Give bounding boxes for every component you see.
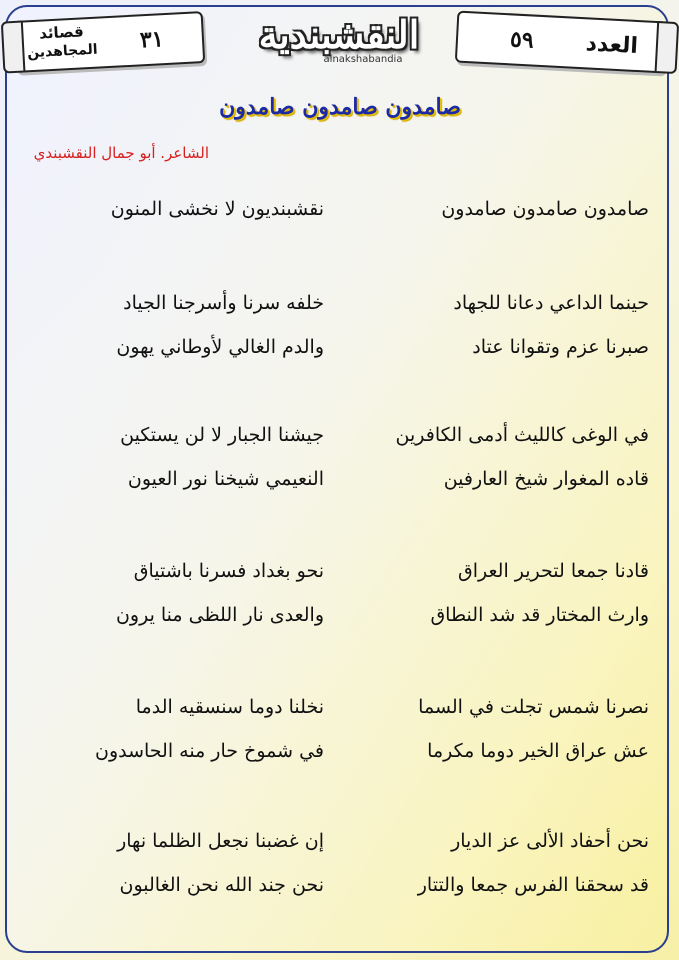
stanza xyxy=(0,696,679,784)
verse-second-hemistich: نحو بغداد فسرنا باشتياق xyxy=(133,560,324,582)
logo-url: alnakshabandia xyxy=(323,54,403,65)
verse-first-hemistich: صامدون صامدون صامدون xyxy=(441,198,649,220)
verse-line xyxy=(0,830,679,874)
verse-line xyxy=(0,424,679,468)
verse-second-hemistich: خلفه سرنا وأسرجنا الجياد xyxy=(123,292,324,314)
verse-first-hemistich: قادنا جمعا لتحرير العراق xyxy=(458,560,649,582)
verse-line xyxy=(0,336,679,380)
section-label: قصائد المجاهدين xyxy=(26,22,99,62)
verse-line xyxy=(0,604,679,648)
stanza xyxy=(0,292,679,380)
verse-line xyxy=(0,560,679,604)
stanza xyxy=(0,830,679,918)
verse-first-hemistich: عش عراق الخير دوما مكرما xyxy=(427,740,649,762)
verse-second-hemistich: والعدى نار اللظى منا يرون xyxy=(115,604,324,626)
verse-second-hemistich: نقشبنديون لا نخشى المنون xyxy=(110,198,324,220)
poem-title: صامدون صامدون صامدون xyxy=(219,94,461,120)
verse-first-hemistich: حينما الداعي دعانا للجهاد xyxy=(453,292,649,314)
page-banner xyxy=(13,11,205,73)
logo-text: النقشبندية xyxy=(258,12,420,57)
verse-first-hemistich: نحن أحفاد الألى عز الديار xyxy=(451,830,649,852)
verse-second-hemistich: في شموخ حار منه الحاسدون xyxy=(94,740,324,762)
verse-second-hemistich: نحن جند الله نحن الغالبون xyxy=(119,874,324,896)
magazine-logo xyxy=(240,10,438,76)
verse-line xyxy=(0,740,679,784)
stanza xyxy=(0,560,679,648)
poet-name: الشاعر. أبو جمال النقشبندي xyxy=(33,144,209,162)
verse-first-hemistich: صبرنا عزم وتقوانا عتاد xyxy=(472,336,649,358)
verse-second-hemistich: إن غضبنا نجعل الظلما نهار xyxy=(117,830,324,852)
stanza xyxy=(0,198,679,242)
verse-first-hemistich: نصرنا شمس تجلت في السما xyxy=(418,696,649,718)
stanza xyxy=(0,424,679,512)
verse-second-hemistich: نخلنا دوما سنسقيه الدما xyxy=(135,696,324,718)
verse-first-hemistich: وارث المختار قد شد النطاق xyxy=(430,604,649,626)
verse-line xyxy=(0,874,679,918)
issue-number: ٥٩ xyxy=(509,26,535,54)
verse-second-hemistich: النعيمي شيخنا نور العيون xyxy=(127,468,324,490)
verse-second-hemistich: جيشنا الجبار لا لن يستكين xyxy=(120,424,324,446)
verse-line xyxy=(0,696,679,740)
verse-second-hemistich: والدم الغالي لأوطاني يهون xyxy=(116,336,324,358)
verse-line xyxy=(0,198,679,242)
verse-line xyxy=(0,292,679,336)
issue-banner xyxy=(455,11,667,74)
verse-line xyxy=(0,468,679,512)
banner-fold xyxy=(1,20,26,73)
verse-first-hemistich: قاده المغوار شيخ العارفين xyxy=(443,468,649,490)
verse-first-hemistich: قد سحقنا الفرس جمعا والتتار xyxy=(417,874,649,896)
banner-fold xyxy=(655,21,679,74)
verse-first-hemistich: في الوغى كالليث أدمى الكافرين xyxy=(395,424,649,446)
issue-label: العدد xyxy=(585,30,639,59)
page-number: ٣١ xyxy=(139,26,165,54)
